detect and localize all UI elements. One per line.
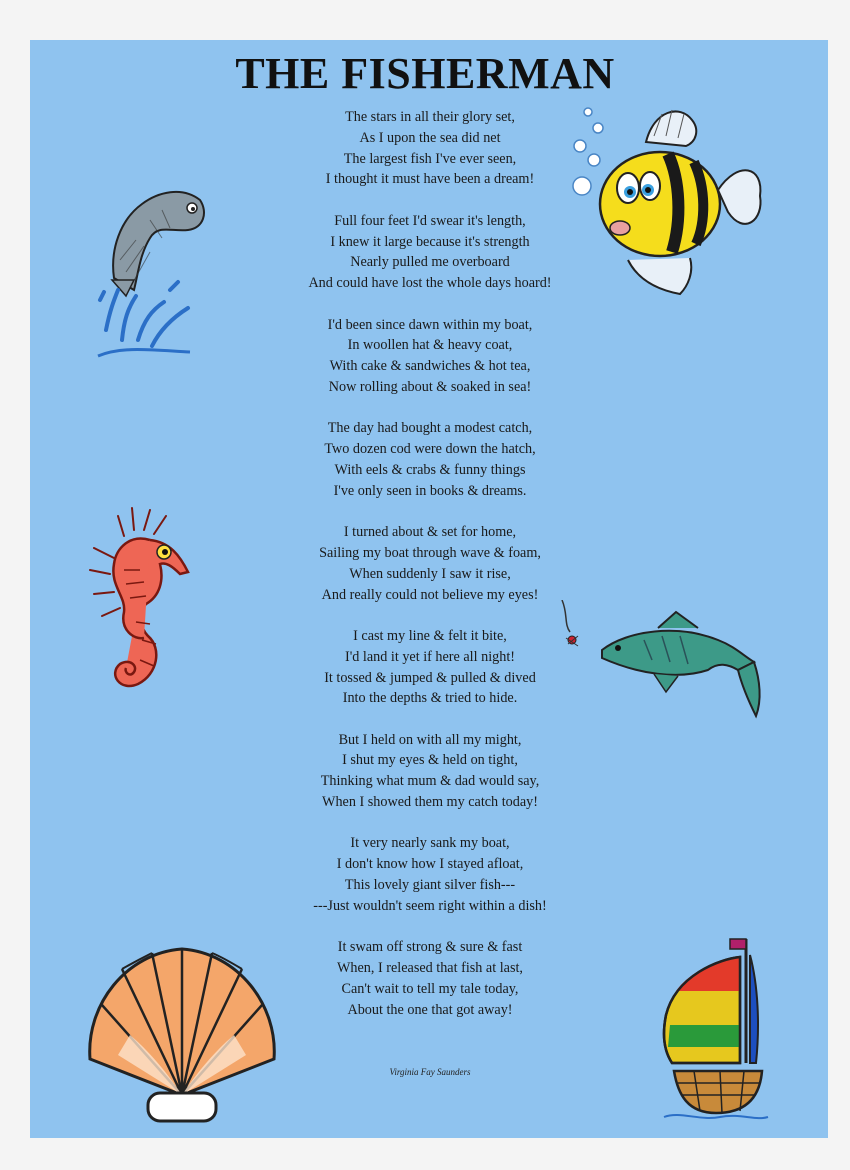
poem-line: And could have lost the whole days hoard! <box>308 275 552 292</box>
poem-line: With cake & sandwiches & hot tea, <box>329 358 531 375</box>
poem-line: I thought it must have been a dream! <box>325 171 535 188</box>
poem-line: Two dozen cod were down the hatch, <box>324 441 536 458</box>
poem-line: Thinking what mum & dad would say, <box>320 773 540 790</box>
stanza <box>200 522 660 605</box>
stanza <box>200 418 660 501</box>
poem-line: Now rolling about & soaked in sea! <box>328 378 532 395</box>
poem-line: About the one that got away! <box>347 1001 513 1018</box>
stanza <box>200 833 660 916</box>
poem-line: Into the depths & tried to hide. <box>342 690 518 707</box>
poem-line: Can't wait to tell my tale today, <box>341 980 519 997</box>
poem-line: But I held on with all my might, <box>338 731 522 748</box>
poem-line: When, I released that fish at last, <box>337 960 523 977</box>
poem-title: THE FISHERMAN <box>235 49 615 98</box>
poem-line: Full four feet I'd swear it's length, <box>334 212 526 229</box>
stanza <box>200 315 660 398</box>
poem-line: Nearly pulled me overboard <box>350 254 510 271</box>
poem-line: And really could not believe my eyes! <box>321 586 539 603</box>
stanza <box>200 730 660 813</box>
poem-line: This lovely giant silver fish--- <box>344 877 516 894</box>
poem-line: When I showed them my catch today! <box>322 794 538 811</box>
sailboat-icon <box>660 935 770 1125</box>
seahorse-icon <box>80 500 195 700</box>
poem-line: I'd land it yet if here all night! <box>345 648 515 665</box>
poem-line: ---Just wouldn't seem right within a dish! <box>313 897 547 914</box>
poem-line: I don't know how I stayed afloat, <box>336 856 524 873</box>
poem-line: It tossed & jumped & pulled & dived <box>324 669 536 686</box>
poem-line: I shut my eyes & held on tight, <box>342 752 518 769</box>
poem-line: As I upon the sea did net <box>359 129 501 146</box>
scallop-shell-icon <box>82 945 282 1130</box>
poem-line: When suddenly I saw it rise, <box>349 565 511 582</box>
poem-line: I've only seen in books & dreams. <box>333 482 527 499</box>
cartoon-fish-icon <box>568 100 768 300</box>
poem-line: In woollen hat & heavy coat, <box>347 337 513 354</box>
poem-line: I'd been since dawn within my boat, <box>327 316 533 333</box>
poem-line: It swam off strong & sure & fast <box>337 939 523 956</box>
fish-on-line-icon <box>558 600 768 725</box>
poem-line: With eels & crabs & funny things <box>334 461 526 478</box>
poem-line: The day had bought a modest catch, <box>327 420 533 437</box>
poem-line: I turned about & set for home, <box>343 524 517 541</box>
poem-line: Sailing my boat through wave & foam, <box>319 544 541 561</box>
author-signature: Virginia Fay Saunders <box>389 1067 471 1077</box>
poem-line: The largest fish I've ever seen, <box>343 150 517 167</box>
jumping-fish-icon <box>92 180 212 380</box>
poem-line: I cast my line & felt it bite, <box>353 627 507 644</box>
poem-line: It very nearly sank my boat, <box>350 835 510 852</box>
poem-line: I knew it large because it's strength <box>330 233 530 250</box>
poem-line: The stars in all their glory set, <box>345 109 515 125</box>
